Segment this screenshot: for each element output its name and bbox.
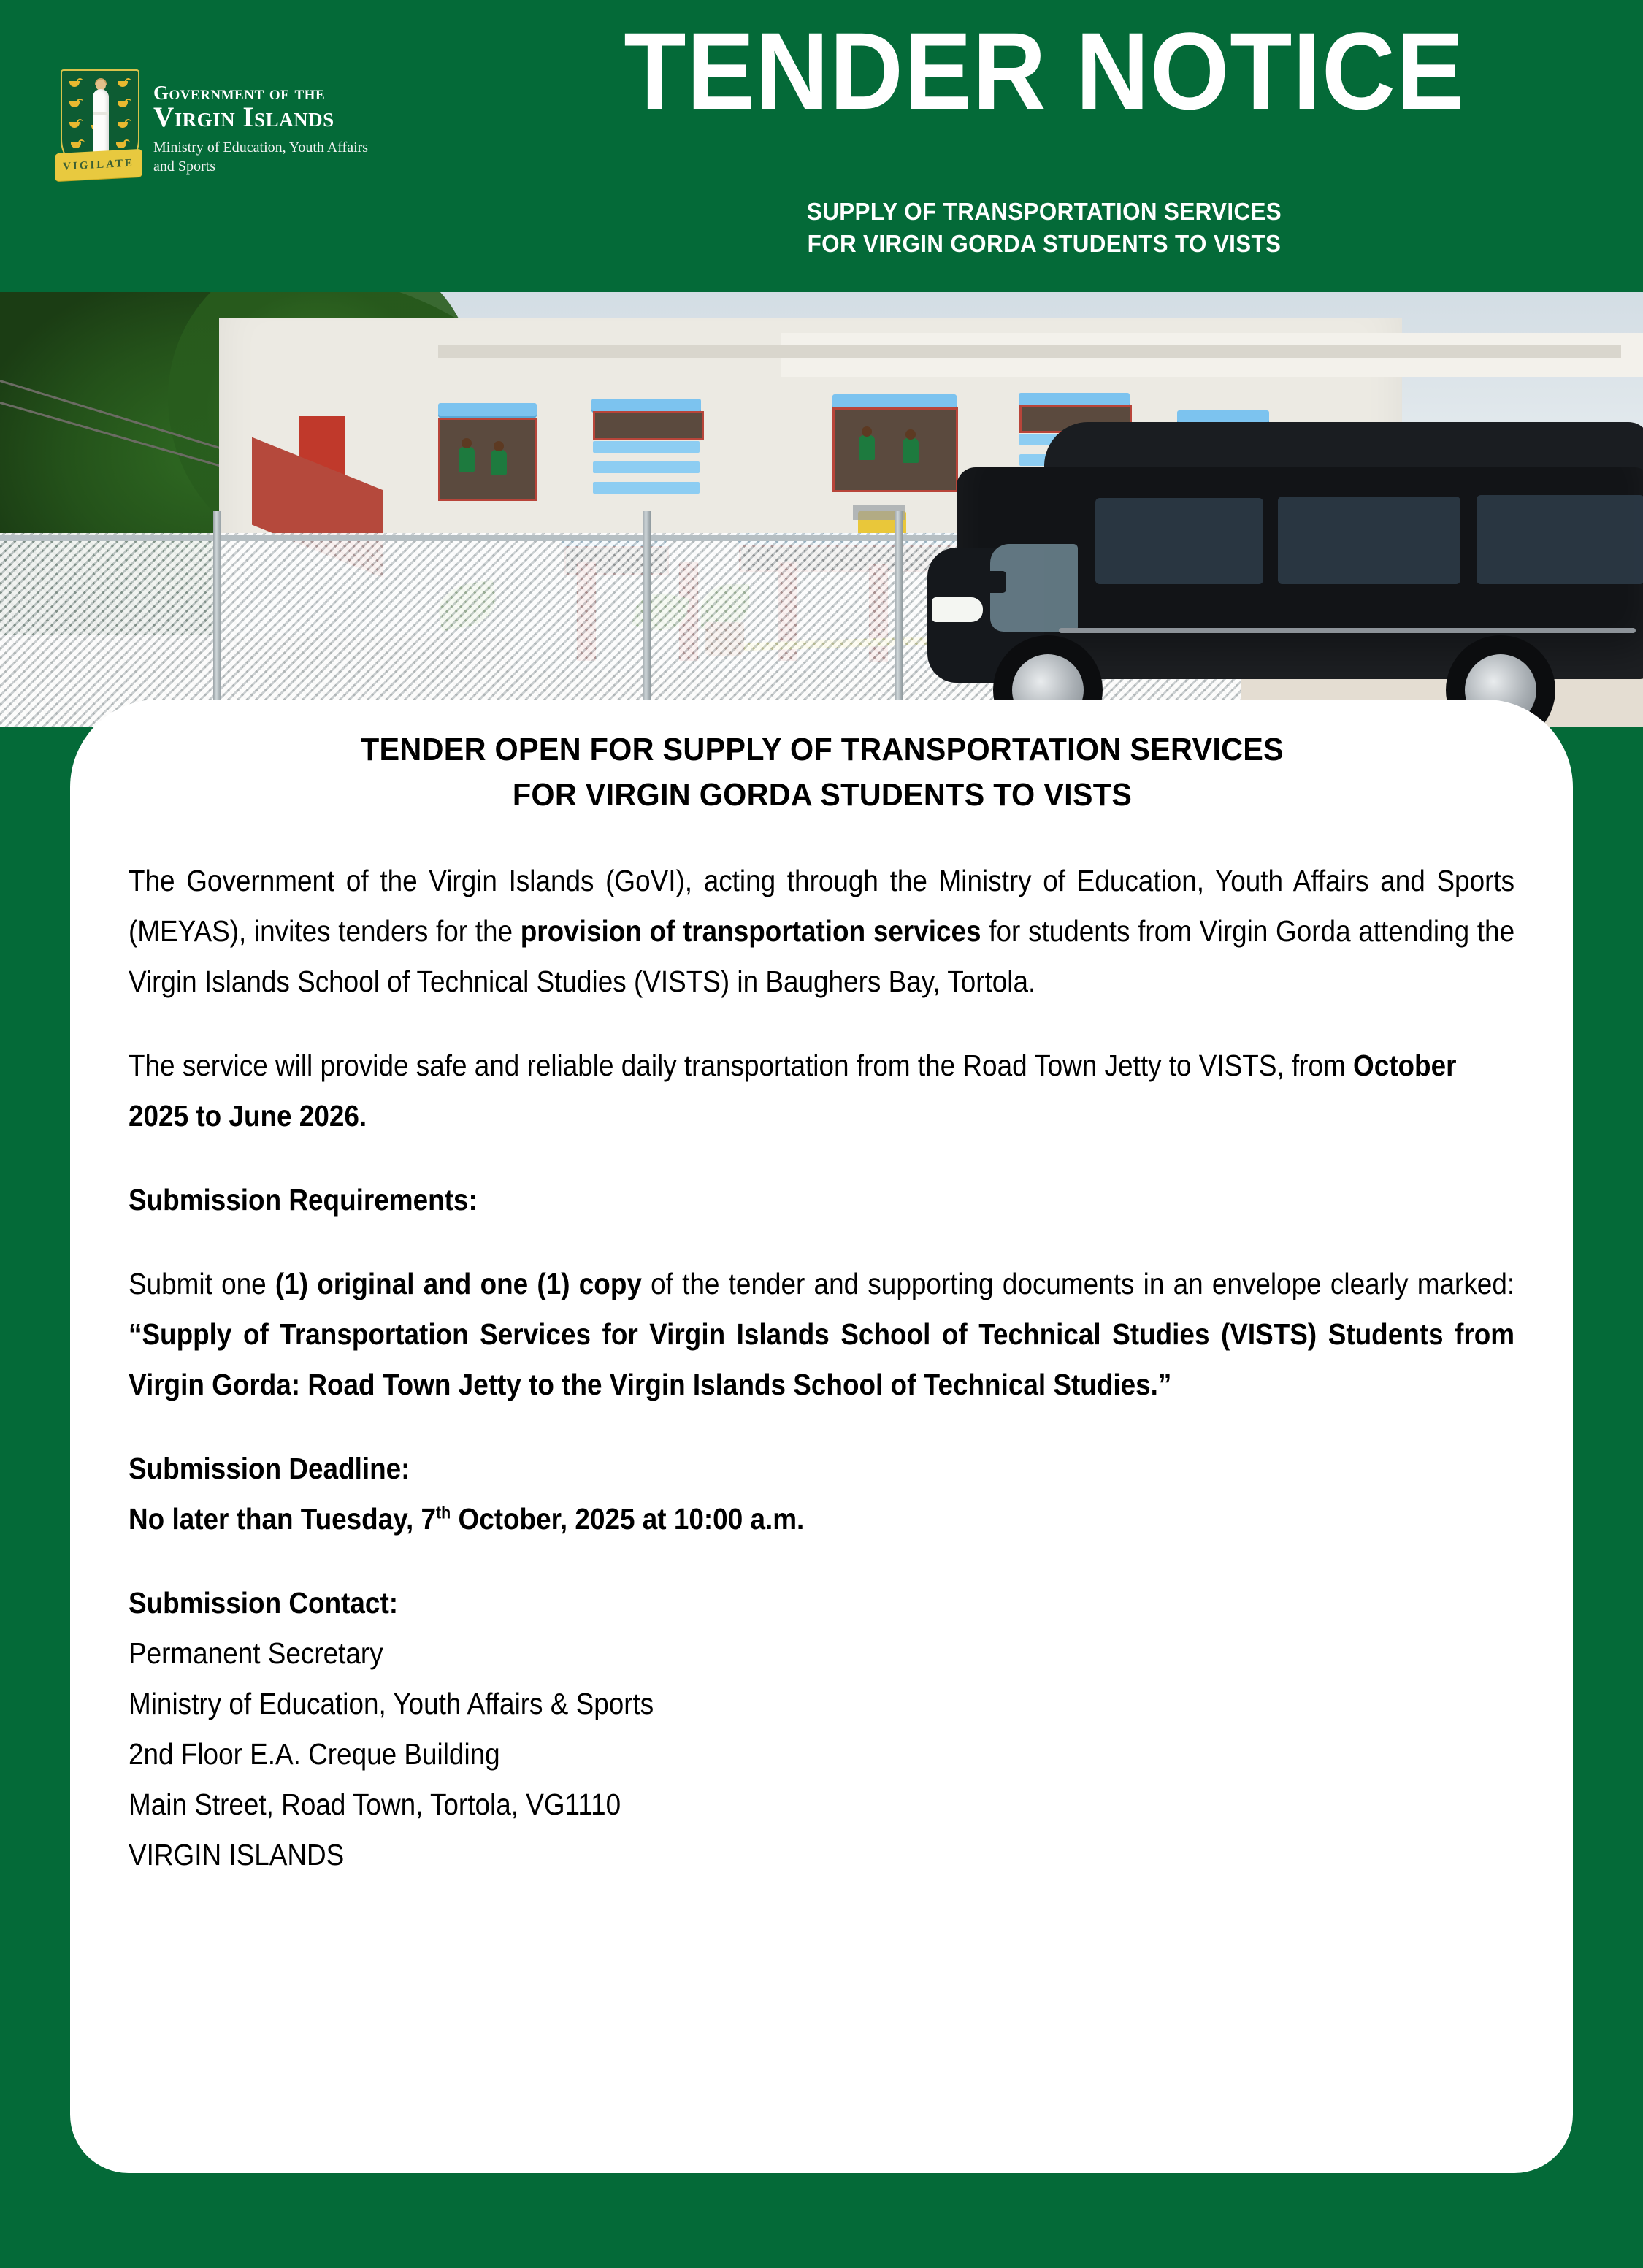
poster-title: TENDER NOTICE bbox=[624, 9, 1465, 132]
contact-line: VIRGIN ISLANDS bbox=[129, 1838, 345, 1872]
service-text-part-1: The service will provide safe and reliable daily transportation from the Road Town Jetty to VISTS, from bbox=[129, 1049, 1353, 1082]
government-wordmark bbox=[153, 82, 460, 176]
government-line-1: Government of the bbox=[153, 82, 326, 104]
poster-header bbox=[0, 0, 1643, 292]
deadline-heading: Submission Deadline: bbox=[129, 1452, 410, 1485]
crest-motto-text: VIGILATE bbox=[63, 157, 134, 173]
poster-subtitle bbox=[497, 196, 1593, 260]
requirements-bold-copies: (1) original and one (1) copy bbox=[275, 1267, 642, 1300]
deadline-value bbox=[129, 1494, 1514, 1544]
requirements-text-part-1: Submit one bbox=[129, 1267, 275, 1300]
notice-heading bbox=[170, 727, 1474, 818]
deadline-text-post: October, 2025 at 10:00 a.m. bbox=[451, 1502, 805, 1536]
poster-subtitle-line-2: FOR VIRGIN GORDA STUDENTS TO VISTS bbox=[807, 230, 1282, 257]
intro-bold-provision: provision of transportation services bbox=[520, 914, 981, 948]
transport-van bbox=[913, 409, 1643, 716]
ministry-line-1: Ministry of Education, Youth Affairs bbox=[153, 139, 369, 156]
intro-paragraph bbox=[129, 856, 1514, 1007]
green-accent-left bbox=[0, 796, 61, 827]
contact-line: Main Street, Road Town, Tortola, VG1110 bbox=[129, 1788, 621, 1821]
intro-text-part-1: The Government of the Virgin Islands (GoVI), acting through the Ministry of Education, Youth Affairs and Sports (MEYAS), invites tenders for the bbox=[129, 864, 1515, 948]
notice-heading-line-2: FOR VIRGIN GORDA STUDENTS TO VISTS bbox=[512, 777, 1133, 813]
deadline-text-pre: No later than Tuesday, 7 bbox=[129, 1502, 437, 1536]
notice-heading-line-1: TENDER OPEN FOR SUPPLY OF TRANSPORTATION SERVICES bbox=[360, 732, 1284, 767]
contact-line: Permanent Secretary bbox=[129, 1636, 383, 1670]
requirements-paragraph bbox=[129, 1259, 1514, 1410]
crest-motto-banner bbox=[55, 149, 142, 181]
header-photo bbox=[0, 292, 1643, 727]
contact-line: Ministry of Education, Youth Affairs & Sports bbox=[129, 1687, 654, 1720]
requirements-text-part-2: of the tender and supporting documents in an envelope clearly marked: bbox=[641, 1267, 1515, 1300]
coat-of-arms-icon bbox=[55, 69, 142, 197]
notice-body bbox=[129, 727, 1516, 1880]
green-accent-right bbox=[1582, 796, 1643, 827]
contact-heading: Submission Contact: bbox=[129, 1586, 399, 1620]
requirements-heading: Submission Requirements: bbox=[129, 1183, 478, 1217]
ministry-line-2: and Sports bbox=[153, 158, 215, 175]
service-paragraph bbox=[129, 1041, 1514, 1141]
intro-text-part-2: for students from Virgin Gorda attending the Virgin Islands School of Technical Studies (VISTS) in Baughers Bay, Tortola. bbox=[129, 914, 1515, 998]
requirements-bold-envelope-marking: “Supply of Transportation Services for Virgin Islands School of Technical Studies (VISTS) Students from Virgin Gorda: Road Town Jetty to the Virgin Islands School of Technical Studies.” bbox=[129, 1317, 1515, 1401]
contact-line: 2nd Floor E.A. Creque Building bbox=[129, 1737, 500, 1771]
deadline-ordinal-suffix: th bbox=[436, 1503, 451, 1523]
service-bold-dates: October 2025 to June 2026. bbox=[129, 1049, 1457, 1133]
government-line-2: Virgin Islands bbox=[153, 101, 334, 133]
poster-subtitle-line-1: SUPPLY OF TRANSPORTATION SERVICES bbox=[806, 198, 1282, 225]
